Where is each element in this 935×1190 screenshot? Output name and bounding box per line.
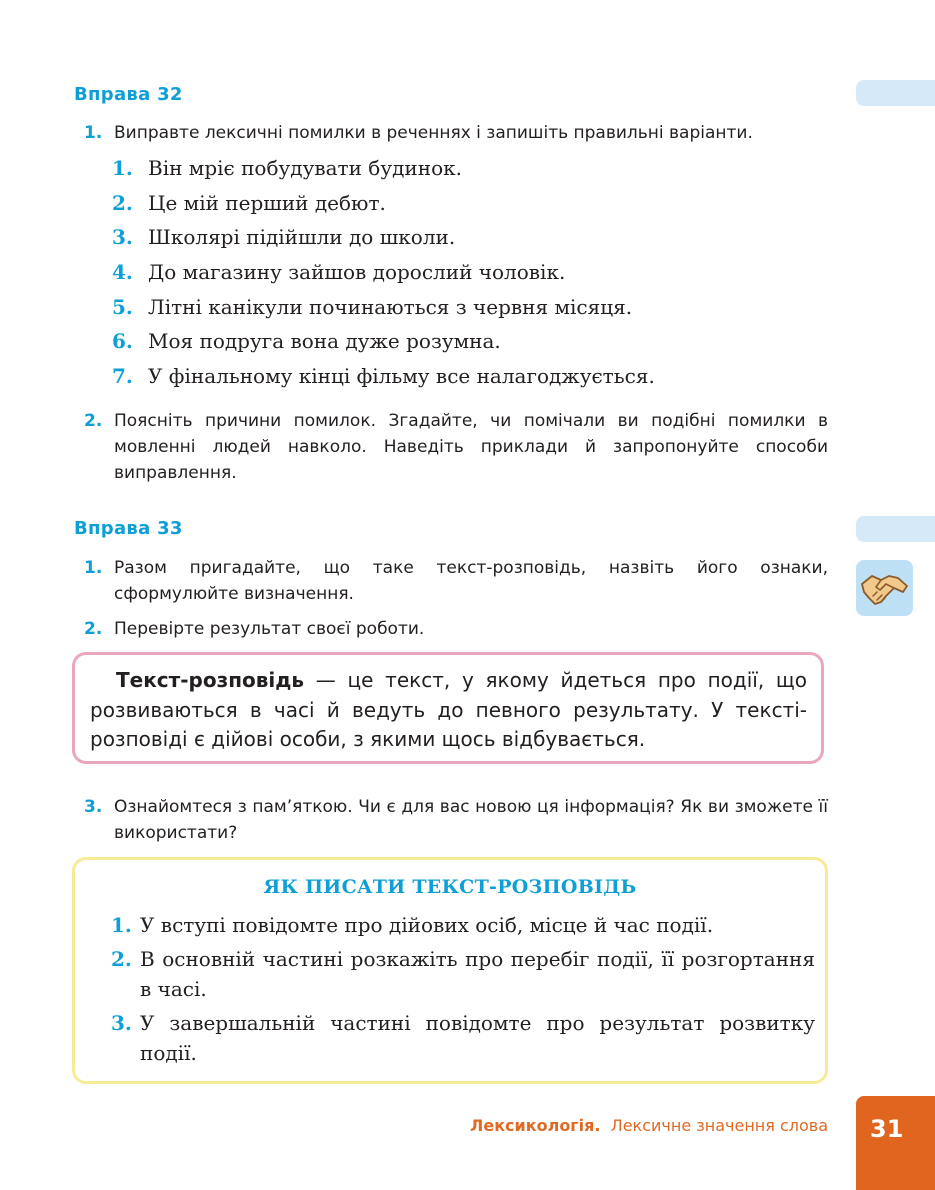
sentence-text: Це мій перший дебют. bbox=[148, 190, 386, 215]
memo-box bbox=[72, 857, 828, 1084]
sentence-text: У фінальному кінці фільму все налагоджується. bbox=[148, 364, 655, 389]
memo-item bbox=[111, 910, 815, 940]
ex33-task-2 bbox=[84, 616, 828, 642]
page-number: 31 bbox=[856, 1096, 935, 1190]
task-text: Поясніть причини помилок. Згадайте, чи помічали ви подібні помилки в мовленні людей навколо. Наведіть приклади й запропонуйте способи виправлення. bbox=[114, 411, 828, 483]
memo-text: У вступі повідомте про дійових осіб, місце й час події. bbox=[140, 913, 714, 937]
ex33-task-1 bbox=[84, 555, 828, 607]
exercise-33-title: Вправа 33 bbox=[74, 518, 183, 539]
ex32-task-2 bbox=[84, 408, 828, 486]
task-number: 2. bbox=[84, 411, 103, 431]
memo-number: 2. bbox=[111, 947, 132, 971]
side-tab-ex33 bbox=[856, 516, 935, 542]
definition-term: Текст-розповідь bbox=[116, 668, 305, 692]
memo-text: У завершальній частині повідомте про результат розвитку події. bbox=[140, 1011, 815, 1065]
handshake-icon bbox=[856, 560, 913, 616]
memo-title: ЯК ПИСАТИ ТЕКСТ-РОЗПОВІДЬ bbox=[263, 876, 637, 898]
task-number: 1. bbox=[84, 123, 103, 143]
ex32-task-1 bbox=[84, 120, 828, 146]
sentence-text: Школярі підійшли до школи. bbox=[148, 225, 456, 250]
sentence-item bbox=[112, 290, 655, 325]
task-text: Виправте лексичні помилки в реченнях і запишіть правильні варіанти. bbox=[114, 123, 753, 143]
sentence-item bbox=[112, 359, 655, 394]
task-number: 3. bbox=[84, 797, 103, 817]
task-number: 1. bbox=[84, 558, 103, 578]
memo-list bbox=[111, 910, 815, 1072]
task-text: Ознайомтеся з пам’яткою. Чи є для вас новою ця інформація? Як ви зможете її використати? bbox=[114, 797, 828, 843]
sentence-number: 7. bbox=[112, 364, 133, 389]
sentence-number: 2. bbox=[112, 190, 133, 215]
memo-item bbox=[111, 944, 815, 1004]
sentence-item bbox=[112, 220, 655, 255]
sentence-number: 5. bbox=[112, 294, 133, 319]
memo-number: 1. bbox=[111, 913, 132, 937]
ex33-task-3 bbox=[84, 794, 828, 846]
exercise-32-title: Вправа 32 bbox=[74, 84, 183, 105]
task-number: 2. bbox=[84, 619, 103, 639]
memo-number: 3. bbox=[111, 1011, 132, 1035]
sentence-list bbox=[112, 151, 655, 394]
sentence-text: До магазину зайшов дорослий чоловік. bbox=[148, 260, 566, 285]
sentence-number: 1. bbox=[112, 156, 133, 180]
sentence-item bbox=[112, 255, 655, 290]
sentence-item bbox=[112, 186, 655, 221]
task-text: Разом пригадайте, що таке текст-розповідь, назвіть його ознаки, сформулюйте визначення. bbox=[114, 558, 828, 604]
sentence-item bbox=[112, 151, 655, 186]
task-text: Перевірте результат своєї роботи. bbox=[114, 619, 425, 639]
running-footer bbox=[470, 1116, 828, 1135]
sentence-text: Літні канікули починаються з червня місяця. bbox=[148, 294, 633, 319]
sentence-item bbox=[112, 324, 655, 359]
footer-section: Лексикологія. bbox=[470, 1116, 601, 1135]
memo-item bbox=[111, 1008, 815, 1068]
sentence-text: Моя подруга вона дуже розумна. bbox=[148, 329, 501, 354]
side-tab-ex32 bbox=[856, 80, 935, 106]
definition-text: — це текст, у якому йдеться про події, що розвиваються в часі й ведуть до певного результату. У тексті-розповіді є дійові особи, з якими щось відбувається. bbox=[90, 668, 807, 751]
memo-text: В основній частині розкажіть про перебіг події, її розгортання в часі. bbox=[140, 947, 815, 1001]
sentence-number: 6. bbox=[112, 329, 133, 354]
sentence-text: Він мріє побудувати будинок. bbox=[148, 156, 462, 180]
sentence-number: 3. bbox=[112, 225, 133, 250]
definition-box bbox=[72, 652, 824, 764]
footer-topic: Лексичне значення слова bbox=[610, 1116, 828, 1135]
sentence-number: 4. bbox=[112, 260, 133, 285]
